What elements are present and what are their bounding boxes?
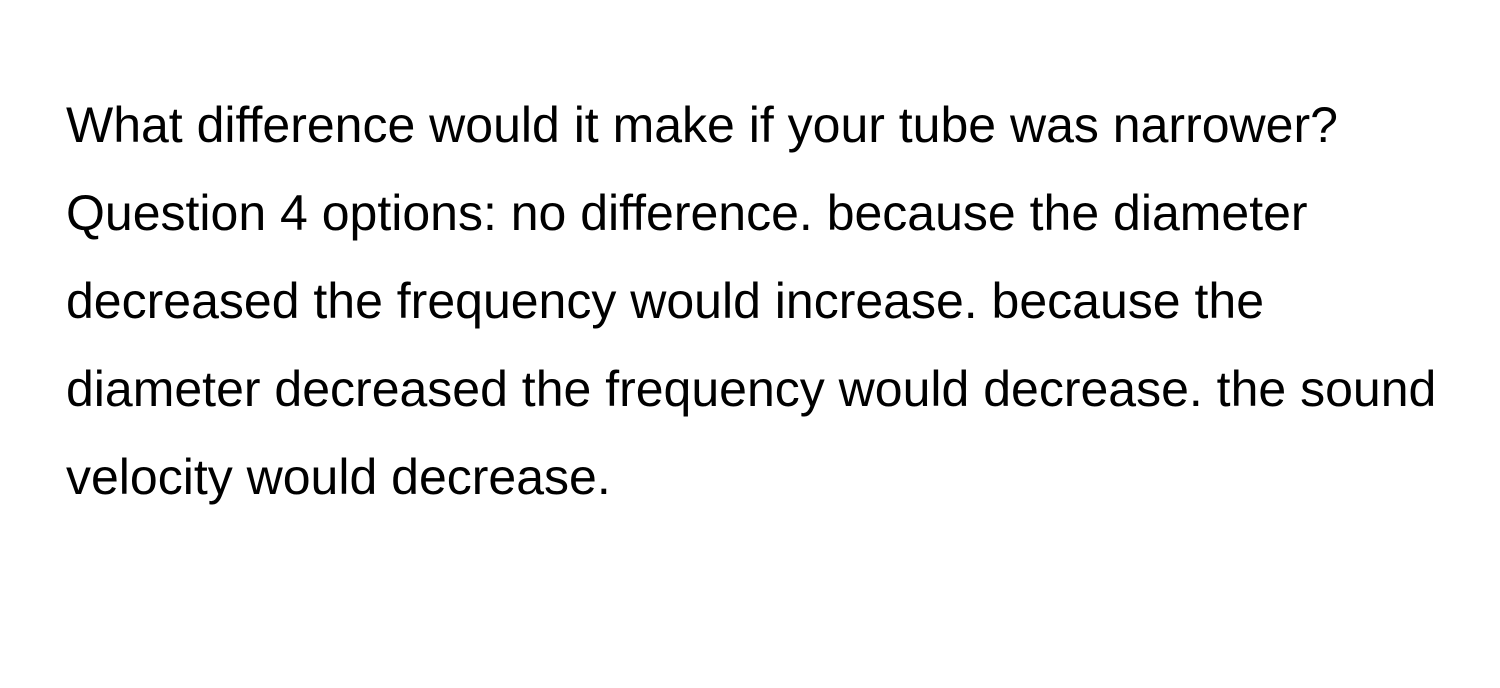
question-block <box>66 81 1466 521</box>
question-text: What difference would it make if your tube was narrower? <box>66 97 1338 153</box>
question-options: Question 4 options: no difference. because the diameter decreased the frequency would increase. because the diameter decreased the frequency would decrease. the sound velocity would decrease. <box>66 185 1437 505</box>
